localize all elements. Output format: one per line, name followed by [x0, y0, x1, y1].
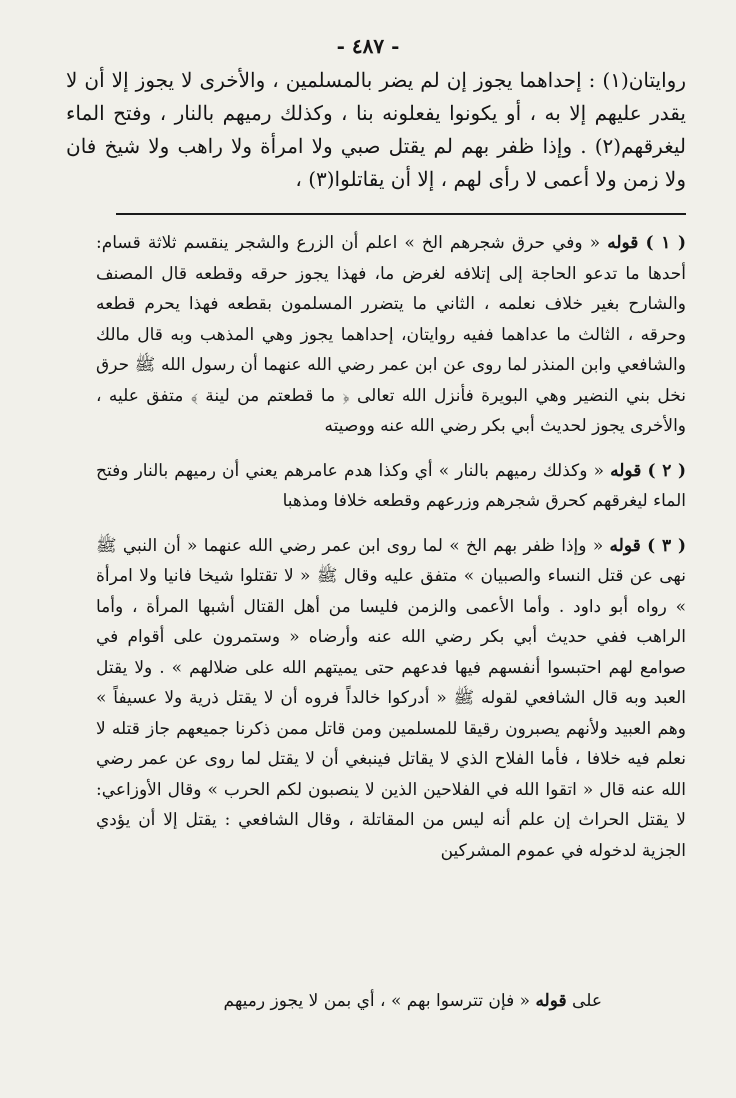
footnote-keyword: قوله: [610, 460, 642, 481]
page-number: - ٤٨٧ -: [336, 34, 400, 58]
footnote-keyword: قوله: [609, 535, 641, 556]
footnote-number: ( ٣ ): [647, 535, 686, 556]
footnote-keyword: قوله: [607, 233, 639, 253]
footnote-2: [96, 456, 686, 517]
continuation-note: [150, 986, 602, 1016]
footnote-number: ( ٢ ): [647, 460, 687, 481]
continuation-keyword: قوله: [535, 991, 567, 1011]
footnotes: [96, 228, 686, 880]
main-text: [66, 64, 686, 196]
footnote-text: « وإذا ظفر بهم الخ » لما روى ابن عمر رضي الله عنهما « أن النبي ﷺ نهى عن قتل النساء والصبيان » متفق عليه وقال ﷺ « لا تقتلوا شيخا فانيا ولا امرأة » رواه أبو داود . وأما الأعمى والزمن فليسا من أهل القتال أشبها المرأة ، وأما الراهب ففي حديث أبي بكر رضي الله عنه وأرضاه « وستمرون على أقوام في صوامع لهم احتبسوا أنفسهم فيها فدعهم حتى يميتهم الله على ضلالهم » . ولا يقتل العبد وبه قال الشافعي لقوله ﷺ « أدركوا خالداً فروه أن لا يقتل ذرية ولا عسيفاً » وهم العبيد ولأنهم يصبرون رقيقا للمسلمين ومن قاتل ممن ذكرنا جميعهم جاز قتله لا نعلم فيه خلافا ، فأما الفلاح الذي لا يقاتل فينبغي أن لا يقتل لما روى عن عمر رضي الله عنه قال « اتقوا الله في الفلاحين الذين لا ينصبون لكم الحرب » وقال الأوزاعي: لا يقتل الحراث إن علم أنه ليس من المقاتلة ، وقال الشافعي : يقتل إلا أن يؤدي الجزية لدخوله في عموم المشركين: [96, 535, 686, 861]
continuation-prefix: على: [572, 991, 602, 1011]
footnote-divider: [116, 213, 686, 215]
footnote-text: « وكذلك رميهم بالنار » أي وكذا هدم عامرهم يعني أن رميهم بالنار وفتح الماء ليغرقهم كحرق شجرهم وزرعهم وقطعه خلافا ومذهبا: [96, 460, 686, 511]
footnote-text: « وفي حرق شجرهم الخ » اعلم أن الزرع والشجر ينقسم ثلاثة قسام: أحدها ما تدعو الحاجة إلى إتلافه لغرض ما، فهذا يجوز حرقه وقطعه قال المصنف والشارح بغير خلاف نعلمه ، الثاني ما يتضرر المسلمون بقطعه فهذا يحرم قطعه وحرقه ، الثالث ما عداهما ففيه روايتان، إحداهما يجوز وهي المذهب وبه قال مالك والشافعي وابن المنذر لما روى عن ابن عمر رضي الله عنهما أن رسول الله ﷺ حرق نخل بني النضير وهي البويرة فأنزل الله تعالى ﴿ ما قطعتم من لينة ﴾ متفق عليه ، والأخرى يجوز لحديث أبي بكر رضي الله عنه ووصيته: [96, 233, 686, 436]
footnote-1: [96, 228, 686, 442]
continuation-text: « فإن تترسوا بهم » ، أي بمن لا يجوز رميهم: [223, 991, 531, 1011]
footnote-number: ( ١ ): [645, 233, 686, 253]
footnote-3: [96, 531, 686, 867]
main-paragraph: روايتان(١) : إحداهما يجوز إن لم يضر بالمسلمين ، والأخرى لا يجوز إلا أن لا يقدر عليهم إلا به ، أو يكونوا يفعلونه بنا ، وكذلك رميهم بالنار ، وفتح الماء ليغرقهم(٢) . وإذا ظفر بهم لم يقتل صبي ولا امرأة ولا راهب ولا شيخ فان ولا زمن ولا أعمى لا رأى لهم ، إلا أن يقاتلوا(٣) ،: [66, 68, 686, 191]
